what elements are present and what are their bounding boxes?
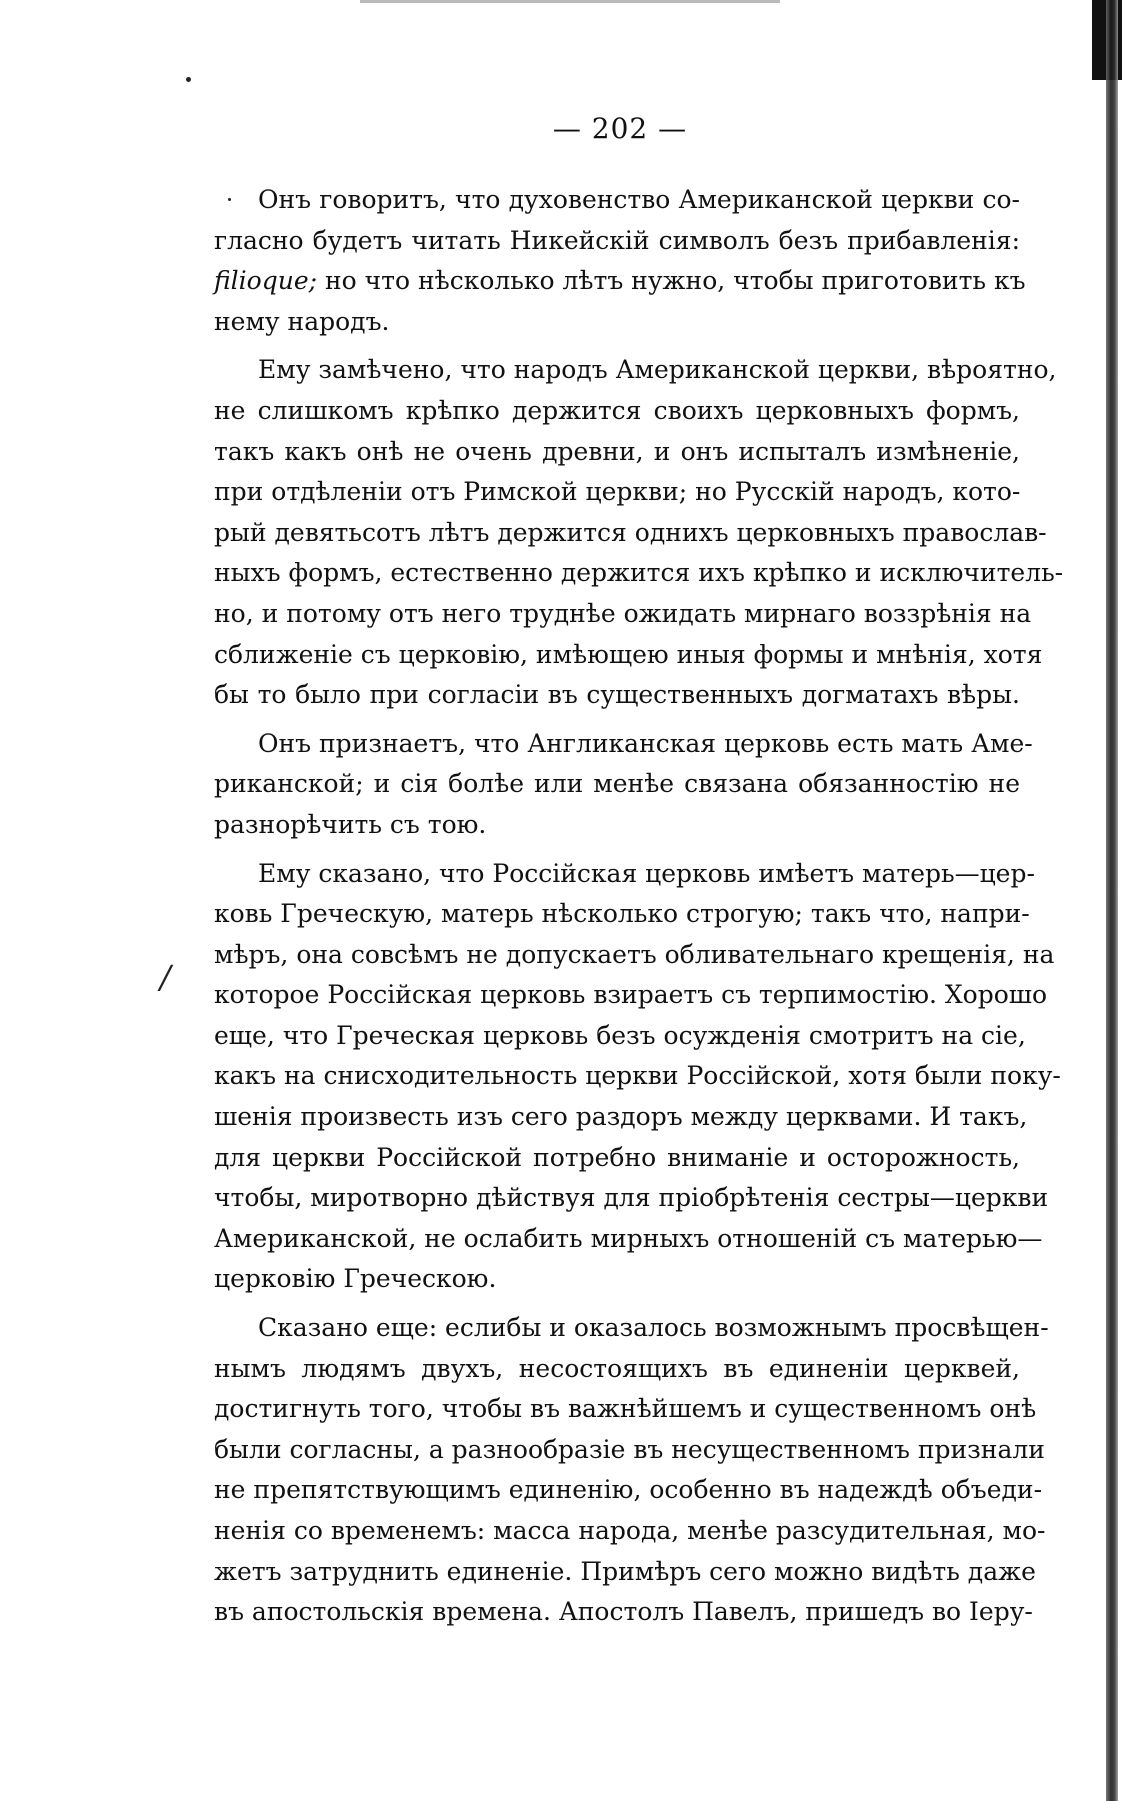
text-line: Онъ признаетъ, что Англиканская церковь есть мать Аме- <box>258 728 1033 758</box>
text-line: сближеніе съ церковію, имѣющею иныя формы и мнѣнія, хотя <box>214 639 1043 669</box>
latin-term: filioque; <box>214 266 318 296</box>
text-line: ненія со временемъ: масса народа, менѣе разсудительная, мо- <box>214 1516 1046 1545</box>
text-line: нымъ людямъ двухъ, несостоящихъ въ единеніи церквей, <box>214 1353 1020 1383</box>
text-line: гласно будетъ читать Никейскій символъ безъ прибавленія: <box>214 225 1020 255</box>
text-line: нему народъ. <box>214 306 390 336</box>
text-line: жетъ затруднить единеніе. Примѣръ сего можно видѣть даже <box>214 1556 1036 1586</box>
margin-pencil-mark: / <box>160 958 171 996</box>
text-line: Сказано еще: еслибы и оказалось возможнымъ просвѣщен- <box>258 1313 1049 1343</box>
text-line: рый девятьсотъ лѣтъ держится однихъ церковныхъ православ- <box>214 517 1047 547</box>
text-line: риканской; и сія болѣе или менѣе связана обязанностію не <box>214 769 1020 799</box>
text-line: ныхъ формъ, естественно держится ихъ крѣпко и исключитель- <box>214 558 1064 588</box>
text-line: мѣръ, она совсѣмъ не допускаетъ обливательнаго крещенія, на <box>214 939 1055 969</box>
text-line: шенія произвесть изъ сего раздоръ между церквами. И такъ, <box>214 1102 1028 1132</box>
text-line: которое Россійская церковь взираетъ съ терпимостію. Хорошо <box>214 980 1048 1010</box>
text-line: ковь Греческую, матерь нѣсколько строгую; такъ что, напри- <box>214 899 1030 929</box>
paragraph <box>214 854 1061 1301</box>
text-line: при отдѣленіи отъ Римской церкви; но Русскій народъ, кото- <box>214 477 1021 507</box>
text-line: такъ какъ онѣ не очень древни, и онъ испыталъ измѣненіе, <box>214 436 1020 466</box>
scan-top-artifact <box>360 0 780 3</box>
text-line: еще, что Греческая церковь безъ осужденія смотритъ на сіе, <box>214 1020 1026 1050</box>
paragraph <box>214 724 1033 846</box>
text-line: не слишкомъ крѣпко держится своихъ церковныхъ формъ, <box>214 395 1020 425</box>
text-line: но, и потому отъ него труднѣе ожидать мирнаго воззрѣнія на <box>214 598 1032 628</box>
text-line: Американской, не ослабить мирныхъ отношеній съ матерью— <box>214 1223 1043 1253</box>
paragraph <box>214 180 1026 342</box>
paragraph <box>214 1308 1049 1633</box>
text-line: бы то было при согласіи въ существенныхъ догматахъ вѣры. <box>214 680 1020 710</box>
text-line: чтобы, миротворно дѣйствуя для пріобрѣтенія сестры—церкви <box>214 1183 1049 1213</box>
text-line: разнорѣчить съ тою. <box>214 809 487 839</box>
text-line: не препятствующимъ единенію, особенно въ надеждѣ объеди- <box>214 1475 1043 1505</box>
scan-right-edge-artifact <box>1106 0 1118 1801</box>
page-number: — 202 — <box>552 112 688 145</box>
ink-speck <box>186 77 191 82</box>
body-text <box>214 180 1064 1641</box>
text-line: какъ на снисходительность церкви Россійской, хотя были поку- <box>214 1061 1061 1091</box>
text-line: Ему замѣчено, что народъ Американской церкви, вѣроятно, <box>258 355 1057 385</box>
text-line: filioque; но что нѣсколько лѣтъ нужно, чтобы приготовить къ <box>214 266 1026 296</box>
text-line: были согласны, а разнообразіе въ несущественномъ признали <box>214 1434 1045 1464</box>
paragraph <box>214 350 1064 715</box>
text-line: достигнуть того, чтобы въ важнѣйшемъ и существенномъ онѣ <box>214 1394 1037 1424</box>
text-line: въ апостольскія времена. Апостолъ Павелъ, пришедъ во Іеру- <box>214 1597 1033 1627</box>
text-line: церковію Греческою. <box>214 1264 497 1294</box>
text-line: Ему сказано, что Россійская церковь имѣетъ матерь—цер- <box>258 858 1035 888</box>
text-line: для церкви Россійской потребно вниманіе и осторожность, <box>214 1142 1020 1172</box>
text-line: Онъ говоритъ, что духовенство Американской церкви со- <box>258 185 1020 214</box>
